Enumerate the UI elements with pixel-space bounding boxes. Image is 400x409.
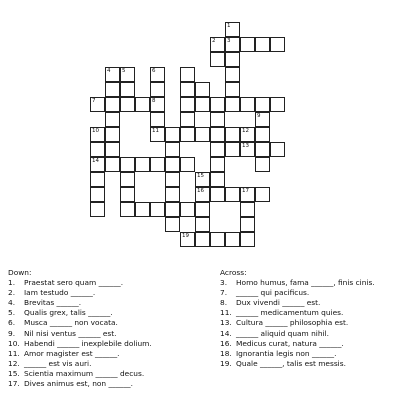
crossword-cell[interactable] bbox=[180, 127, 195, 142]
crossword-cell[interactable] bbox=[180, 82, 195, 97]
crossword-cell[interactable] bbox=[150, 127, 165, 142]
across-clue bbox=[220, 339, 398, 349]
crossword-cell[interactable] bbox=[165, 157, 180, 172]
clue-number-label: 6. bbox=[8, 318, 16, 328]
crossword-cell[interactable] bbox=[225, 22, 240, 37]
crossword-cell[interactable] bbox=[240, 127, 255, 142]
clue-number: 17 bbox=[242, 188, 249, 194]
crossword-cell[interactable] bbox=[225, 232, 240, 247]
crossword-cell[interactable] bbox=[210, 187, 225, 202]
across-clue-list bbox=[220, 278, 398, 369]
crossword-cell[interactable] bbox=[195, 127, 210, 142]
crossword-cell[interactable] bbox=[105, 97, 120, 112]
clue-number: 3 bbox=[227, 38, 231, 44]
crossword-cell[interactable] bbox=[270, 37, 285, 52]
crossword-cell[interactable] bbox=[195, 82, 210, 97]
clue-text: ______ medicamentum quies. bbox=[236, 308, 344, 318]
clue-text: Praestat sero quam ______. bbox=[24, 278, 124, 288]
clue-number: 10 bbox=[92, 128, 99, 134]
clue-number: 5 bbox=[122, 68, 126, 74]
crossword-cell[interactable] bbox=[135, 97, 150, 112]
clue-number-label: 15. bbox=[8, 368, 20, 378]
across-heading: Across: bbox=[220, 268, 247, 277]
clue-text: Medicus curat, natura ______. bbox=[236, 338, 344, 348]
crossword-cell[interactable] bbox=[90, 97, 105, 112]
clue-number: 1 bbox=[227, 23, 231, 29]
down-clues bbox=[8, 268, 213, 389]
across-clue bbox=[220, 278, 398, 288]
crossword-cell[interactable] bbox=[225, 52, 240, 67]
clue-number: 16 bbox=[197, 188, 204, 194]
crossword-cell[interactable] bbox=[150, 97, 165, 112]
clue-number: 8 bbox=[152, 98, 156, 104]
clue-number-label: 13. bbox=[220, 318, 232, 328]
crossword-cell[interactable] bbox=[195, 202, 210, 217]
across-clue bbox=[220, 308, 398, 318]
clue-number-label: 14. bbox=[220, 328, 232, 338]
across-clue bbox=[220, 298, 398, 308]
crossword-cell[interactable] bbox=[255, 127, 270, 142]
crossword-cell[interactable] bbox=[150, 82, 165, 97]
crossword-cell[interactable] bbox=[150, 202, 165, 217]
crossword-cell[interactable] bbox=[105, 127, 120, 142]
crossword-cell[interactable] bbox=[180, 202, 195, 217]
clue-text: Dives animus est, non ______. bbox=[24, 379, 133, 389]
crossword-cell[interactable] bbox=[165, 142, 180, 157]
across-clue bbox=[220, 329, 398, 339]
crossword-cell[interactable] bbox=[90, 157, 105, 172]
crossword-cell[interactable] bbox=[225, 37, 240, 52]
down-clue bbox=[8, 349, 213, 359]
crossword-cell[interactable] bbox=[210, 97, 225, 112]
crossword-cell[interactable] bbox=[120, 202, 135, 217]
clue-number: 9 bbox=[257, 113, 261, 119]
down-clue bbox=[8, 359, 213, 369]
clue-text: ______ est vis auri. bbox=[24, 358, 92, 368]
crossword-cell[interactable] bbox=[195, 97, 210, 112]
across-clues bbox=[220, 268, 398, 369]
crossword-cell[interactable] bbox=[165, 217, 180, 232]
crossword-cell[interactable] bbox=[225, 82, 240, 97]
clue-number-label: 19. bbox=[220, 358, 232, 368]
clue-number-label: 17. bbox=[8, 379, 20, 389]
clue-text: Ignorantia legis non ______. bbox=[236, 348, 337, 358]
crossword-cell[interactable] bbox=[225, 97, 240, 112]
crossword-cell[interactable] bbox=[180, 97, 195, 112]
crossword-cell[interactable] bbox=[255, 37, 270, 52]
down-clue bbox=[8, 298, 213, 308]
clue-number-label: 18. bbox=[220, 348, 232, 358]
clue-number: 7 bbox=[92, 98, 96, 104]
clue-number: 19 bbox=[182, 233, 189, 239]
clue-number: 11 bbox=[152, 128, 159, 134]
crossword-cell[interactable] bbox=[255, 97, 270, 112]
down-clue-list bbox=[8, 278, 213, 389]
down-clue bbox=[8, 318, 213, 328]
clue-text: ______ aliquid quam nihil. bbox=[236, 328, 329, 338]
clue-number-label: 7. bbox=[220, 288, 228, 298]
crossword-cell[interactable] bbox=[195, 217, 210, 232]
crossword-cell[interactable] bbox=[210, 157, 225, 172]
across-clue bbox=[220, 359, 398, 369]
clue-text: Cultura ______ philosophia est. bbox=[236, 318, 349, 328]
crossword-cell[interactable] bbox=[240, 187, 255, 202]
crossword-cell[interactable] bbox=[150, 112, 165, 127]
crossword-cell[interactable] bbox=[225, 67, 240, 82]
clue-number-label: 11. bbox=[8, 348, 20, 358]
across-clue bbox=[220, 318, 398, 328]
crossword-cell[interactable] bbox=[105, 67, 120, 82]
crossword-cell[interactable] bbox=[105, 157, 120, 172]
clue-text: Scientia maximum ______ decus. bbox=[24, 368, 145, 378]
clue-text: Iam testudo ______. bbox=[24, 288, 96, 298]
crossword-cell[interactable] bbox=[210, 37, 225, 52]
crossword-cell[interactable] bbox=[90, 142, 105, 157]
clue-number-label: 3. bbox=[220, 278, 228, 288]
crossword-cell[interactable] bbox=[240, 202, 255, 217]
crossword-cell[interactable] bbox=[240, 37, 255, 52]
crossword-cell[interactable] bbox=[225, 187, 240, 202]
clue-text: Nil nisi ventus ______ est. bbox=[24, 328, 117, 338]
crossword-cell[interactable] bbox=[225, 127, 240, 142]
clue-number: 6 bbox=[152, 68, 156, 74]
clue-number: 4 bbox=[107, 68, 111, 74]
crossword-cell[interactable] bbox=[105, 112, 120, 127]
across-clue bbox=[220, 349, 398, 359]
clue-text: Brevitas ______. bbox=[24, 298, 82, 308]
crossword-cell[interactable] bbox=[120, 172, 135, 187]
clue-number-label: 10. bbox=[8, 338, 20, 348]
crossword-cell[interactable] bbox=[165, 172, 180, 187]
crossword-cell[interactable] bbox=[180, 157, 195, 172]
down-clue bbox=[8, 288, 213, 298]
clue-number-label: 11. bbox=[220, 308, 232, 318]
crossword-cell[interactable] bbox=[240, 142, 255, 157]
crossword-cell[interactable] bbox=[195, 172, 210, 187]
down-clue bbox=[8, 339, 213, 349]
crossword-cell[interactable] bbox=[150, 157, 165, 172]
crossword-cell[interactable] bbox=[90, 172, 105, 187]
clue-text: Dux vivendi ______ est. bbox=[236, 298, 321, 308]
clue-number: 14 bbox=[92, 158, 99, 164]
crossword-cell[interactable] bbox=[120, 157, 135, 172]
crossword-cell[interactable] bbox=[120, 97, 135, 112]
down-clue bbox=[8, 308, 213, 318]
crossword-cell[interactable] bbox=[225, 142, 240, 157]
crossword-cell[interactable] bbox=[180, 67, 195, 82]
crossword-cell[interactable] bbox=[210, 127, 225, 142]
crossword-cell[interactable] bbox=[165, 202, 180, 217]
crossword-cell[interactable] bbox=[135, 157, 150, 172]
crossword-cell[interactable] bbox=[105, 142, 120, 157]
crossword-cell[interactable] bbox=[120, 187, 135, 202]
clue-text: ______ qui pacificus. bbox=[236, 288, 310, 298]
clue-text: Musca ______ non vocata. bbox=[24, 318, 118, 328]
crossword-cell[interactable] bbox=[255, 157, 270, 172]
crossword-cell[interactable] bbox=[210, 142, 225, 157]
crossword-cell[interactable] bbox=[210, 232, 225, 247]
down-clue bbox=[8, 379, 213, 389]
clue-number-label: 1. bbox=[8, 278, 16, 288]
clue-text: Amor magister est ______. bbox=[24, 348, 120, 358]
crossword-cell[interactable] bbox=[255, 187, 270, 202]
clue-number-label: 9. bbox=[8, 328, 16, 338]
clue-text: Homo humus, fama ______, finis cinis. bbox=[236, 278, 375, 288]
crossword-cell[interactable] bbox=[165, 127, 180, 142]
clue-number-label: 12. bbox=[8, 358, 20, 368]
clue-number-label: 4. bbox=[8, 298, 16, 308]
down-clue bbox=[8, 369, 213, 379]
crossword-cell[interactable] bbox=[120, 82, 135, 97]
crossword-cell[interactable] bbox=[120, 67, 135, 82]
clue-number-label: 16. bbox=[220, 338, 232, 348]
crossword-cell[interactable] bbox=[240, 232, 255, 247]
crossword-cell[interactable] bbox=[255, 112, 270, 127]
crossword-cell[interactable] bbox=[135, 202, 150, 217]
crossword-cell[interactable] bbox=[255, 142, 270, 157]
clue-number: 13 bbox=[242, 143, 249, 149]
crossword-cell[interactable] bbox=[90, 127, 105, 142]
crossword-cell[interactable] bbox=[240, 217, 255, 232]
crossword-cell[interactable] bbox=[150, 67, 165, 82]
crossword-cell[interactable] bbox=[240, 97, 255, 112]
crossword-cell[interactable] bbox=[195, 232, 210, 247]
crossword-cell[interactable] bbox=[210, 112, 225, 127]
clue-number: 12 bbox=[242, 128, 249, 134]
clue-number: 2 bbox=[212, 38, 216, 44]
down-clue bbox=[8, 278, 213, 288]
crossword-cell[interactable] bbox=[105, 82, 120, 97]
clue-number-label: 5. bbox=[8, 308, 16, 318]
clue-text: Habendi ______ inexplebile dolium. bbox=[24, 338, 152, 348]
crossword-cell[interactable] bbox=[270, 142, 285, 157]
down-clue bbox=[8, 329, 213, 339]
clue-number-label: 8. bbox=[220, 298, 228, 308]
clue-number-label: 2. bbox=[8, 288, 16, 298]
across-clue bbox=[220, 288, 398, 298]
crossword-cell[interactable] bbox=[90, 202, 105, 217]
clue-text: Quale ______, talis est messis. bbox=[236, 358, 346, 368]
crossword-cell[interactable] bbox=[210, 172, 225, 187]
crossword-cell[interactable] bbox=[210, 52, 225, 67]
crossword-cell[interactable] bbox=[195, 187, 210, 202]
crossword-cell[interactable] bbox=[270, 97, 285, 112]
clue-text: Qualis grex, talis ______. bbox=[24, 308, 113, 318]
crossword-cell[interactable] bbox=[90, 187, 105, 202]
crossword-cell[interactable] bbox=[180, 112, 195, 127]
clue-number: 15 bbox=[197, 173, 204, 179]
crossword-cell[interactable] bbox=[165, 187, 180, 202]
crossword-cell[interactable] bbox=[180, 232, 195, 247]
down-heading: Down: bbox=[8, 268, 32, 277]
